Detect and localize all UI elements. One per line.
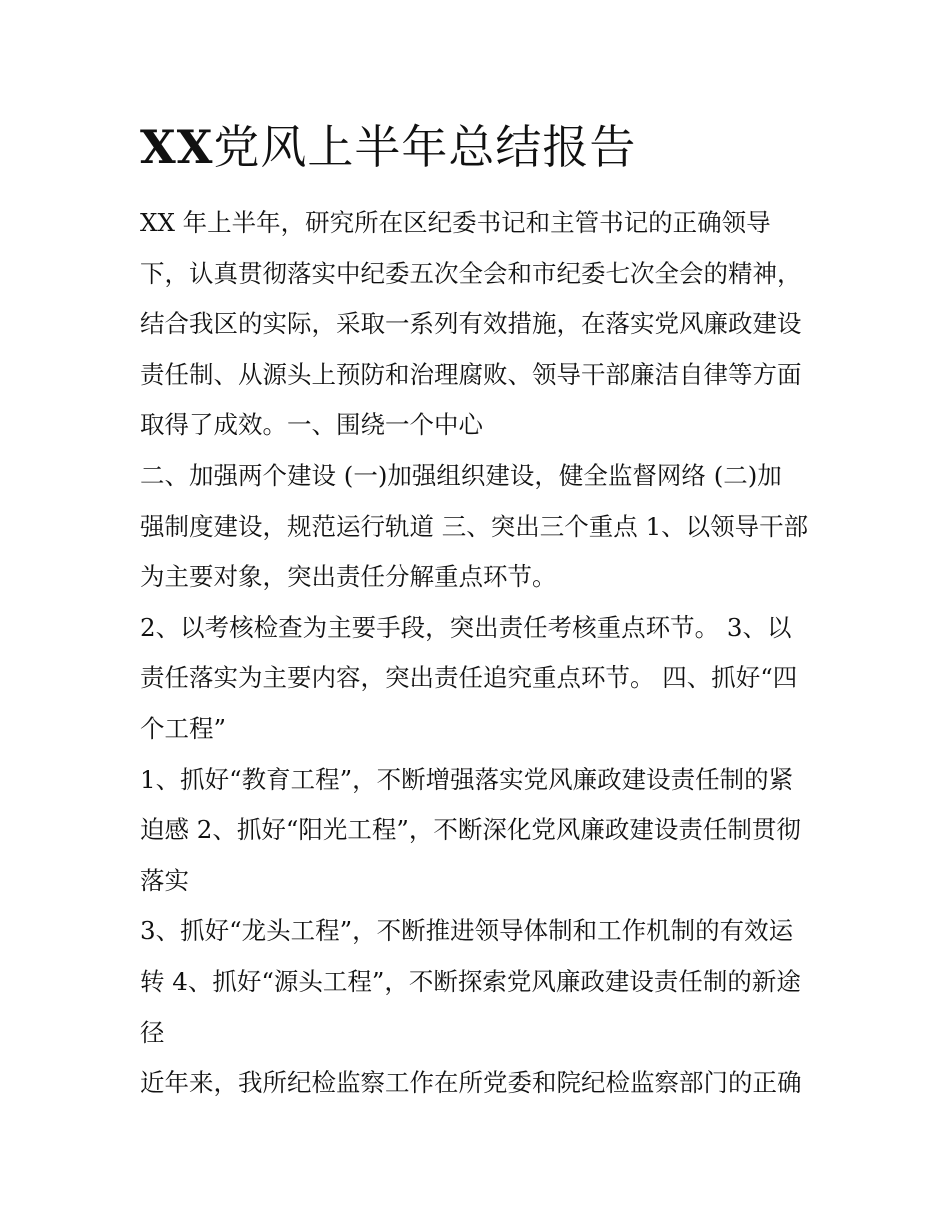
document-title — [140, 118, 820, 176]
paragraph-line: 下，认真贯彻落实中纪委五次全会和市纪委七次全会的精神， — [140, 258, 802, 288]
paragraph-line: 转 4、抓好“源头工程”，不断探索党风廉政建设责任制的新途 — [140, 966, 801, 996]
paragraph-line: 3、抓好“龙头工程”，不断推进领导体制和工作机制的有效运 — [140, 916, 794, 946]
paragraph-line: 近年来，我所纪检监察工作在所党委和院纪检监察部门的正确 — [140, 1068, 802, 1098]
paragraph-line: 1、抓好“教育工程”，不断增强落实党风廉政建设责任制的紧 — [140, 764, 794, 794]
paragraph-line: 个工程” — [140, 713, 227, 743]
paragraph-line: 为主要对象，突出责任分解重点环节。 — [140, 562, 557, 592]
paragraph-line: 径 — [140, 1017, 165, 1047]
title-text: 党风上半年总结报告 — [213, 120, 637, 174]
paragraph-line: 责任制、从源头上预防和治理腐败、领导干部廉洁自律等方面 — [140, 359, 802, 389]
document-body — [140, 198, 812, 1109]
paragraph-line: 落实 — [140, 865, 189, 895]
title-prefix: XX — [140, 120, 214, 174]
paragraph-line: 二、加强两个建设 (一)加强组织建设，健全监督网络 (二)加 — [140, 460, 782, 490]
paragraph-line: 取得了成效。一、围绕一个中心 — [140, 410, 483, 440]
paragraph-line: 强制度建设，规范运行轨道 三、突出三个重点 1、以领导干部 — [140, 511, 809, 541]
paragraph-line: 2、以考核检查为主要手段，突出责任考核重点环节。 3、以 — [140, 612, 792, 642]
paragraph-line: 责任落实为主要内容，突出责任追究重点环节。 四、抓好“四 — [140, 663, 798, 693]
paragraph-line: XX 年上半年，研究所在区纪委书记和主管书记的正确领导 — [140, 208, 771, 237]
paragraph-line: 迫感 2、抓好“阳光工程”，不断深化党风廉政建设责任制贯彻 — [140, 815, 801, 845]
paragraph-line: 结合我区的实际，采取一系列有效措施，在落实党风廉政建设 — [140, 309, 802, 339]
